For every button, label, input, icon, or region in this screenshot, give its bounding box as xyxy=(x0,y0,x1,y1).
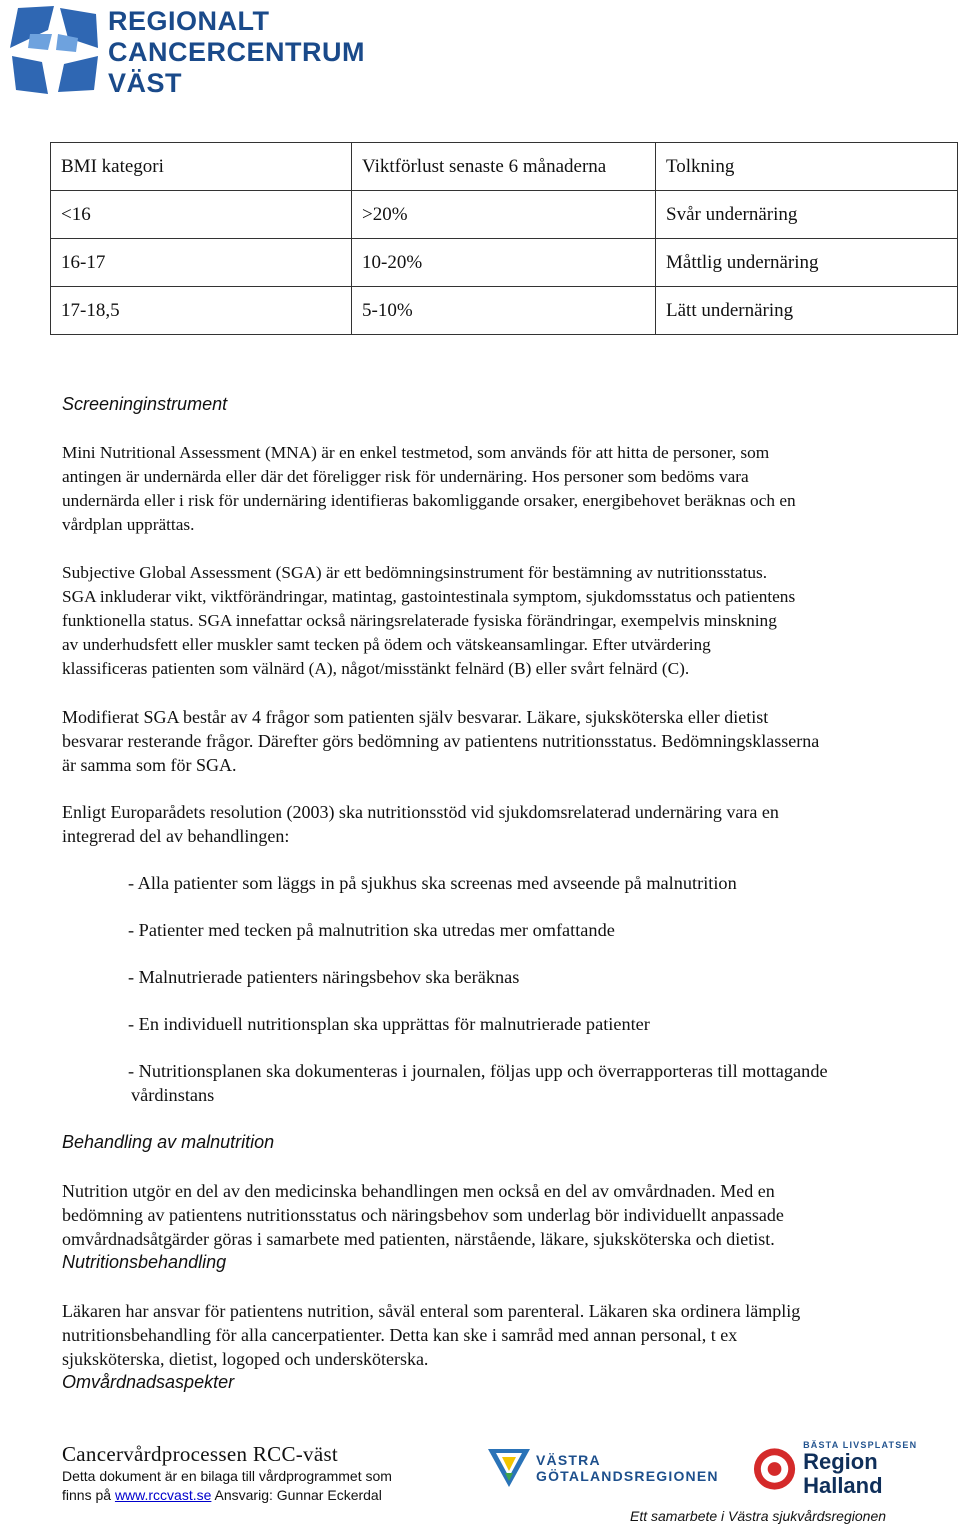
text-line: Läkaren har ansvar för patientens nutrition, såväl enteral som parenteral. Läkaren ska ordinera lämplig xyxy=(62,1301,801,1321)
rcc-logo-mark xyxy=(8,4,100,101)
table-cell: 5-10% xyxy=(352,287,656,335)
screening-heading: Screeninginstrument xyxy=(62,394,228,414)
halland-logo-icon xyxy=(752,1446,797,1492)
list-item: - Malnutrierade patienters näringsbehov ska beräknas xyxy=(128,967,520,987)
eu-resolution-paragraph xyxy=(62,800,958,848)
table-cell: 16-17 xyxy=(51,239,352,287)
halland-name: Region Halland xyxy=(803,1449,883,1498)
list-item: - En individuell nutritionsplan ska upprättas för malnutrierade patienter xyxy=(128,1014,650,1034)
list-item-continuation: vårdinstans xyxy=(131,1085,215,1105)
text-line: Modifierat SGA består av 4 frågor som patienten själv besvarar. Läkare, sjuksköterska eller dietist xyxy=(62,707,769,727)
halland-tagline: BÄSTA LIVSPLATSEN xyxy=(803,1440,918,1450)
mna-paragraph xyxy=(62,441,958,537)
logo-line-2: CANCERCENTRUM xyxy=(108,37,365,67)
table-cell: >20% xyxy=(352,191,656,239)
logo-line-3: VÄST xyxy=(108,68,183,98)
table-header-cell: BMI kategori xyxy=(51,143,352,191)
footer-responsible: Ansvarig: Gunnar Eckerdal xyxy=(211,1487,382,1503)
rcc-logo-text xyxy=(108,6,365,99)
table-row xyxy=(51,287,958,335)
vgr-line-2: GÖTALANDSREGIONEN xyxy=(536,1468,719,1484)
text-line: sjuksköterska, dietist, logoped och undersköterska. xyxy=(62,1349,429,1369)
bmi-table xyxy=(50,142,958,335)
table-row xyxy=(51,239,958,287)
text-line: av underhudsfett eller muskler samt tecken på ödem och vätskeansamlingar. Efter utvärdering xyxy=(62,635,711,654)
list-item: - Patienter med tecken på malnutrition ska utredas mer omfattande xyxy=(128,920,615,940)
text-line: Mini Nutritional Assessment (MNA) är en enkel testmetod, som används för att hitta de personer, som xyxy=(62,443,770,462)
table-header-cell: Viktförlust senaste 6 månaderna xyxy=(352,143,656,191)
table-row xyxy=(51,191,958,239)
text-line: Nutrition utgör en del av den medicinska behandlingen men också en del av omvårdnaden. Med en xyxy=(62,1181,775,1201)
text-line: besvarar resterande frågor. Därefter görs bedömning av patientens nutritionsstatus. Bedömningsklasserna xyxy=(62,731,820,751)
text-line: Subjective Global Assessment (SGA) är ett bedömningsinstrument för bestämning av nutritionsstatus. xyxy=(62,563,768,582)
omvardnad-heading: Omvårdnadsaspekter xyxy=(62,1372,235,1392)
table-header-row xyxy=(51,143,958,191)
behandling-heading: Behandling av malnutrition xyxy=(62,1132,275,1152)
text-line: antingen är undernärda eller där det föreligger risk för undernäring. Hos personer som bedöms vara xyxy=(62,467,749,486)
table-header-cell: Tolkning xyxy=(656,143,958,191)
rccvast-link[interactable]: www.rccvast.se xyxy=(114,1487,212,1503)
samarbete-text: Ett samarbete i Västra sjukvårdsregionen xyxy=(630,1508,887,1524)
text-line: SGA inkluderar vikt, viktförändringar, matintag, gastointestinala symptom, sjukdomsstatus och patientens xyxy=(62,587,796,606)
list-item: - Alla patienter som läggs in på sjukhus ska screenas med avseende på malnutrition xyxy=(128,873,737,893)
lakare-paragraph xyxy=(62,1299,958,1371)
vgr-logo-icon xyxy=(486,1445,532,1491)
footer-line-2 xyxy=(62,1487,382,1503)
region-halland-logo xyxy=(752,1440,960,1498)
text-line: integrerad del av behandlingen: xyxy=(62,826,290,846)
text-line: nutritionsbehandling för alla cancerpatienter. Detta kan ske i samråd med annan personal, t ex xyxy=(62,1325,738,1345)
text-line: omvårdnadsåtgärder göras i samarbete med patienten, närstående, läkare, sjuksköterska och dietist. xyxy=(62,1229,775,1249)
vgr-logo xyxy=(486,1445,719,1491)
table-cell: Lätt undernäring xyxy=(656,287,958,335)
text-line: Enligt Europarådets resolution (2003) ska nutritionsstöd vid sjukdomsrelaterad undernäring vara en xyxy=(62,802,779,822)
table-cell: <16 xyxy=(51,191,352,239)
footer-line-1: Detta dokument är en bilaga till vårdprogrammet som xyxy=(62,1468,392,1484)
nutritionsbehandling-heading: Nutritionsbehandling xyxy=(62,1252,227,1272)
list-item-text: - Nutritionsplanen ska dokumenteras i journalen, följas upp och överrapporteras till mottagande xyxy=(128,1061,828,1081)
sga-paragraph xyxy=(62,561,958,681)
text-line: bedömning av patientens nutritionsstatus och näringsbehov som underlag bör individuellt anpassade xyxy=(62,1205,784,1225)
table-cell: 17-18,5 xyxy=(51,287,352,335)
text-line: undernärda eller i risk för undernäring identifieras bakomliggande orsaker, energibehovet beräknas och en xyxy=(62,491,796,510)
modified-sga-paragraph xyxy=(62,705,958,777)
logo-line-1: REGIONALT xyxy=(108,6,270,36)
footer-title: Cancervårdprocessen RCC-väst xyxy=(62,1442,339,1466)
text-line: klassificeras patienten som välnärd (A), något/misstänkt felnärd (B) eller svårt felnärd (C). xyxy=(62,659,690,678)
behandling-paragraph xyxy=(62,1179,958,1251)
text-line: är samma som för SGA. xyxy=(62,755,237,775)
text-line: vårdplan upprättas. xyxy=(62,515,195,534)
list-item xyxy=(128,1059,828,1107)
footer-prefix: finns på xyxy=(62,1487,115,1503)
vgr-line-1: VÄSTRA xyxy=(536,1452,601,1468)
text-line: funktionella status. SGA innefattar också näringsrelaterade fysiska förändringar, exempelvis minskning xyxy=(62,611,777,630)
table-cell: 10-20% xyxy=(352,239,656,287)
table-cell: Svår undernäring xyxy=(656,191,958,239)
table-cell: Måttlig undernäring xyxy=(656,239,958,287)
